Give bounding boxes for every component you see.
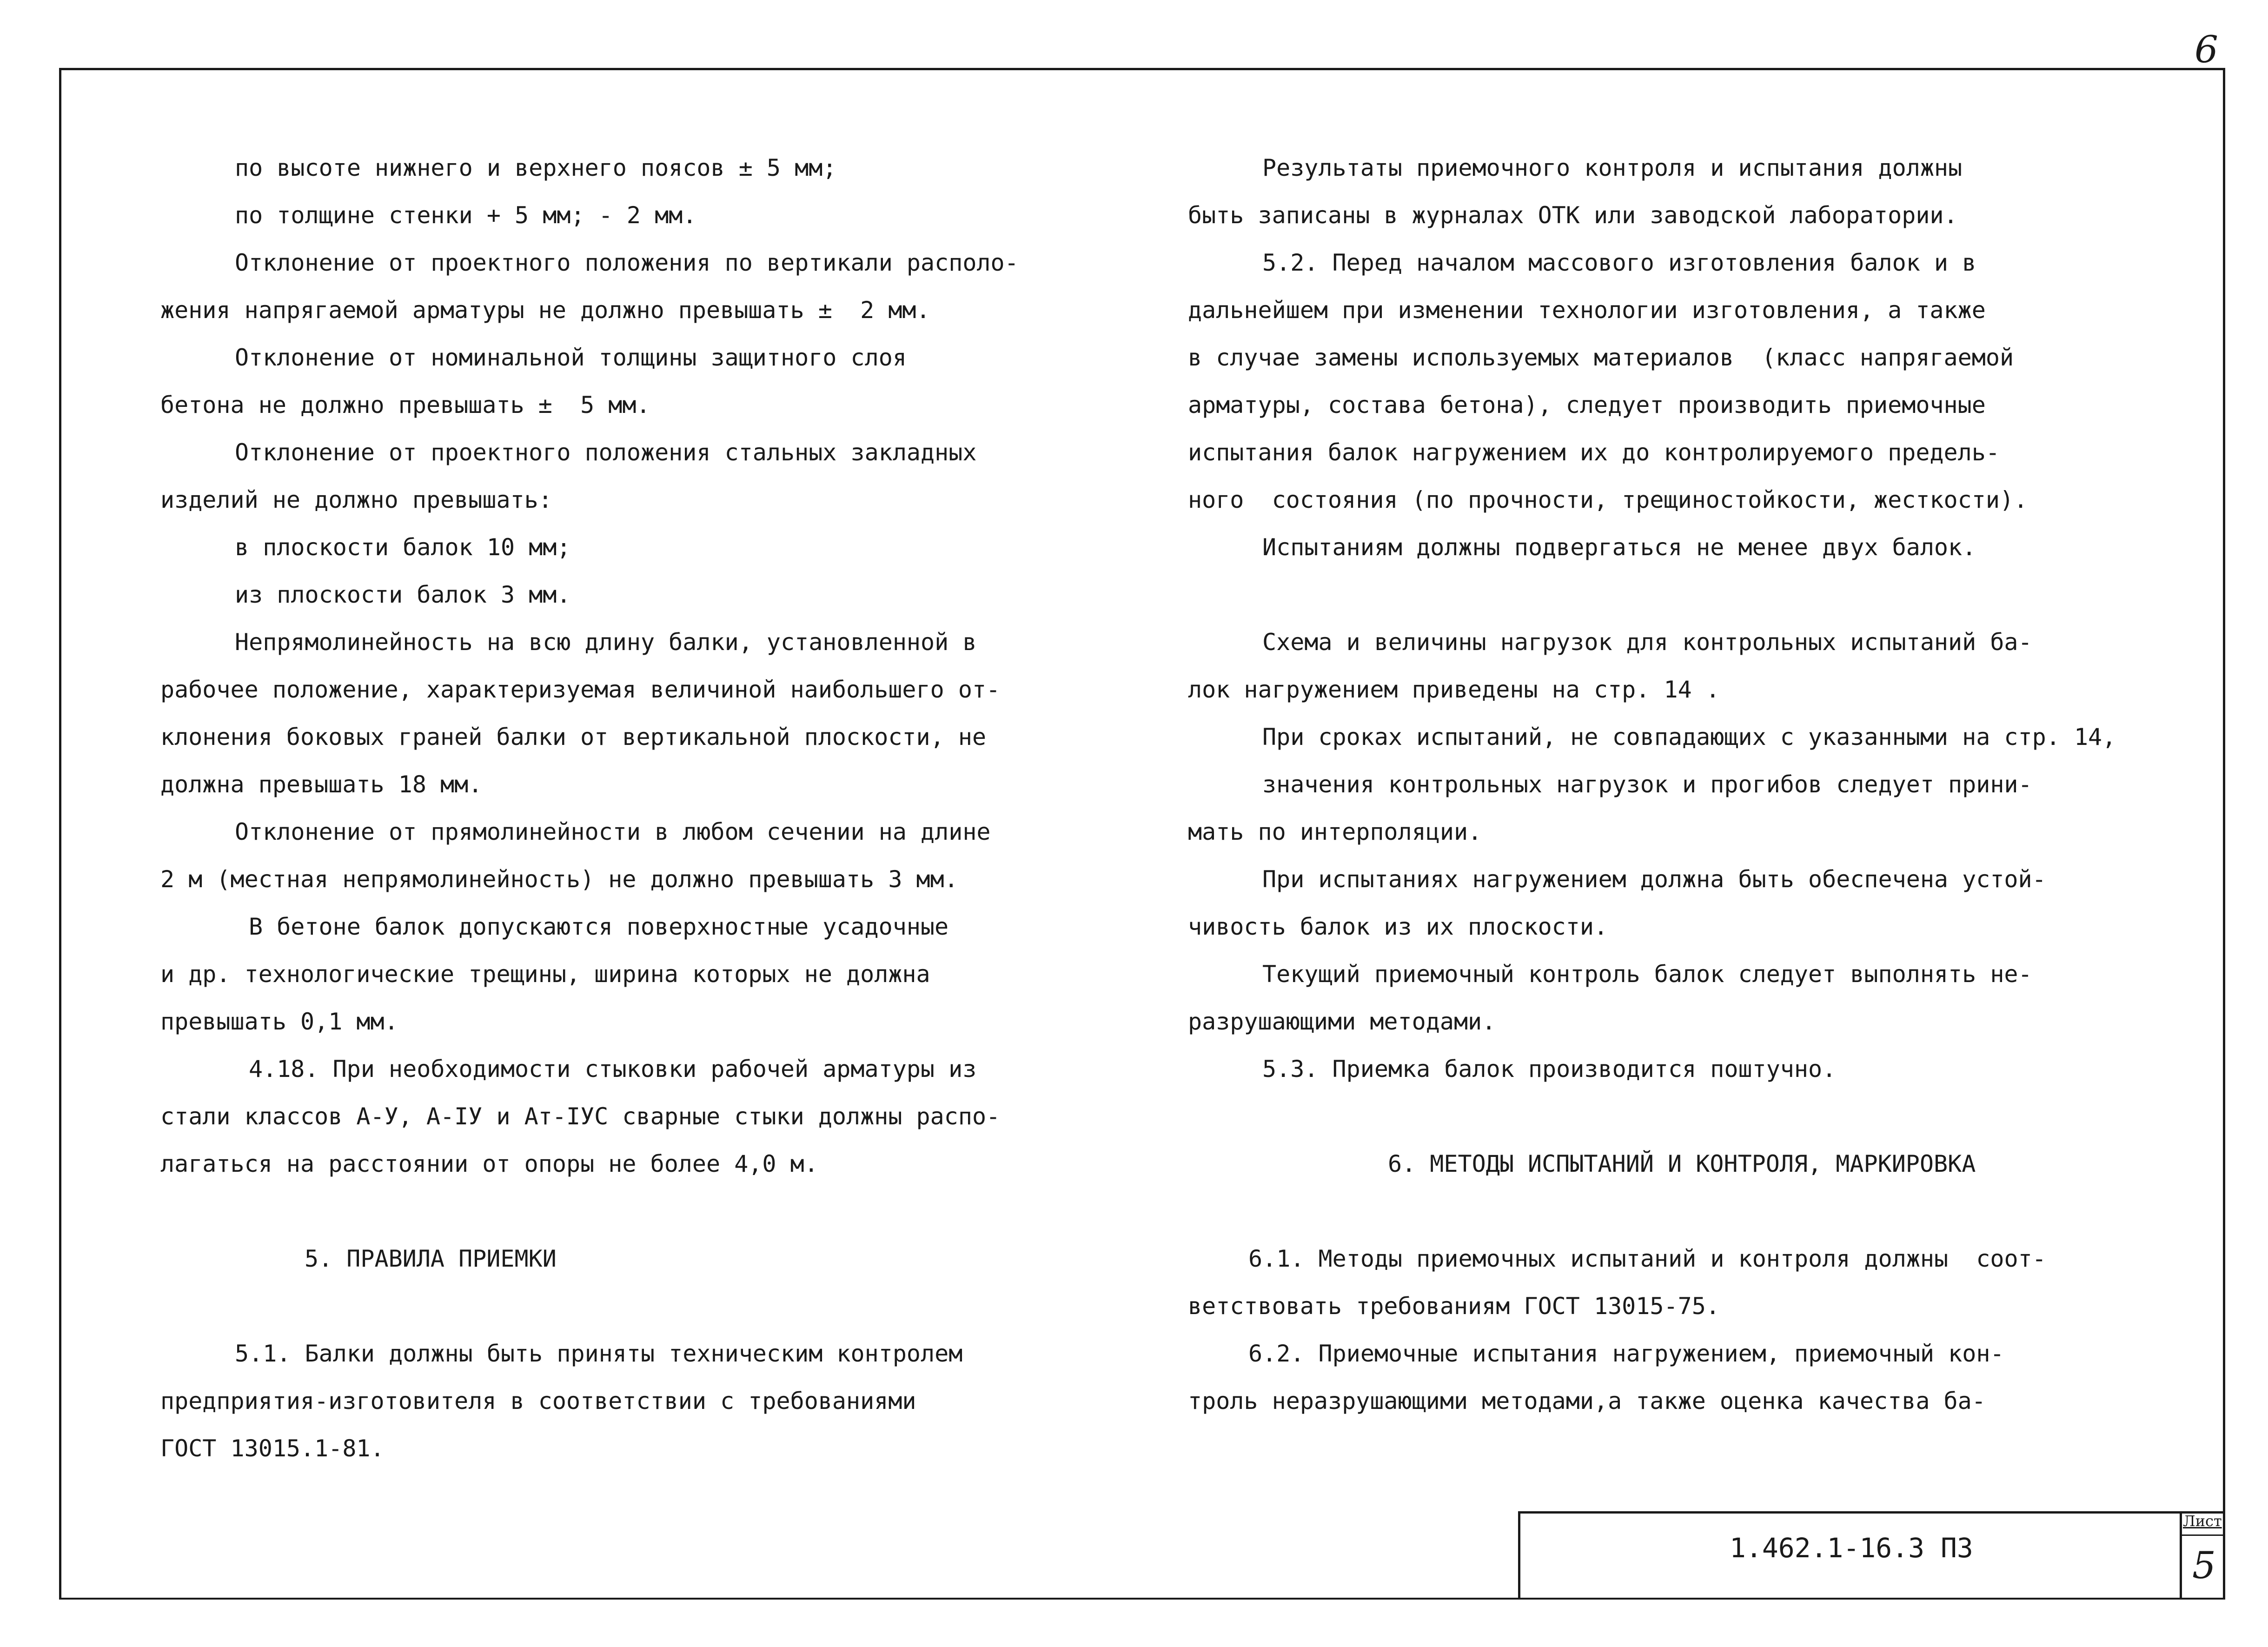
text-line: В бетоне балок допускаются поверхностные усадочные bbox=[249, 913, 949, 940]
text-line: бетона не должно превышать ± 5 мм. bbox=[160, 392, 650, 418]
text-line: Отклонение от прямолинейности в любом сечении на длине bbox=[235, 818, 991, 845]
text-line: лок нагружением приведены на стр. 14 . bbox=[1188, 676, 1720, 703]
corner-page-number: 6 bbox=[2195, 28, 2218, 71]
text-line: троль неразрушающими методами,а также оценка качества ба- bbox=[1188, 1388, 1986, 1415]
text-line: 5.1. Балки должны быть приняты техническим контролем bbox=[235, 1340, 963, 1367]
right-text-column bbox=[1188, 144, 2116, 1425]
text-line bbox=[1188, 571, 2116, 618]
text-line: предприятия-изготовителя в соответствии с требованиями bbox=[160, 1388, 916, 1415]
text-line: Отклонение от номинальной толщины защитного слоя bbox=[235, 344, 907, 371]
text-line: 6.2. Приемочные испытания нагружением, приемочный кон- bbox=[1248, 1340, 2004, 1367]
left-text-column bbox=[160, 144, 1019, 1472]
text-line: разрушающими методами. bbox=[1188, 1008, 1496, 1035]
document-code: 1.462.1-16.3 ПЗ bbox=[1730, 1532, 1973, 1564]
text-line: Текущий приемочный контроль балок следует выполнять не- bbox=[1262, 961, 2032, 988]
text-line: стали классов А-У, А-IУ и Ат-IУС сварные стыки должны распо- bbox=[160, 1103, 1001, 1130]
text-line: Испытаниям должны подвергаться не менее двух балок. bbox=[1262, 534, 1976, 561]
text-line: по высоте нижнего и верхнего поясов ± 5 мм; bbox=[235, 154, 837, 181]
text-line: Схема и величины нагрузок для контрольных испытаний ба- bbox=[1262, 629, 2032, 656]
text-line: превышать 0,1 мм. bbox=[160, 1008, 398, 1035]
text-line: чивость балок из их плоскости. bbox=[1188, 913, 1608, 940]
text-line: в плоскости балок 10 мм; bbox=[235, 534, 571, 561]
text-line: ГОСТ 13015.1-81. bbox=[160, 1435, 385, 1462]
text-line: 5.2. Перед началом массового изготовления балок и в bbox=[1262, 249, 1976, 276]
text-line: 5.3. Приемка балок производится поштучно. bbox=[1262, 1056, 1837, 1083]
text-line: При испытаниях нагружением должна быть обеспечена устой- bbox=[1262, 866, 2046, 893]
text-line: испытания балок нагружением их до контролируемого предель- bbox=[1188, 439, 2000, 466]
text-line bbox=[1188, 1188, 2116, 1235]
text-line: и др. технологические трещины, ширина которых не должна bbox=[160, 961, 930, 988]
text-line: ветствовать требованиям ГОСТ 13015-75. bbox=[1188, 1293, 1720, 1320]
sheet-label: Лист bbox=[2183, 1512, 2222, 1530]
text-line: по толщине стенки + 5 мм; - 2 мм. bbox=[235, 202, 697, 229]
text-line: быть записаны в журналах ОТК или заводской лаборатории. bbox=[1188, 202, 1958, 229]
text-line: жения напрягаемой арматуры не должно превышать ± 2 мм. bbox=[160, 297, 930, 324]
text-line: мать по интерполяции. bbox=[1188, 818, 1482, 845]
text-line: Отклонение от проектного положения стальных закладных bbox=[235, 439, 977, 466]
sheet-divider bbox=[2180, 1534, 2225, 1536]
text-line: дальнейшем при изменении технологии изготовления, а также bbox=[1188, 297, 1986, 324]
text-line: лагаться на расстоянии от опоры не более 4,0 м. bbox=[160, 1150, 818, 1177]
text-line: значения контрольных нагрузок и прогибов следует прини- bbox=[1262, 771, 2032, 798]
text-line bbox=[160, 1282, 1019, 1330]
text-line: Непрямолинейность на всю длину балки, установленной в bbox=[235, 629, 977, 656]
text-line: ного состояния (по прочности, трещиностойкости, жесткости). bbox=[1188, 486, 2028, 513]
text-line: 4.18. При необходимости стыковки рабочей арматуры из bbox=[249, 1056, 977, 1083]
text-line: клонения боковых граней балки от вертикальной плоскости, не bbox=[160, 724, 987, 750]
text-line: Отклонение от проектного положения по вертикали располо- bbox=[235, 249, 1019, 276]
text-line: рабочее положение, характеризуемая величиной наибольшего от- bbox=[160, 676, 1001, 703]
text-line: 2 м (местная непрямолинейность) не должно превышать 3 мм. bbox=[160, 866, 958, 893]
text-line: При сроках испытаний, не совпадающих с указанными на стр. 14, bbox=[1262, 724, 2116, 750]
text-line bbox=[160, 1188, 1019, 1235]
text-line: Результаты приемочного контроля и испытания должны bbox=[1262, 154, 1963, 181]
text-line: изделий не должно превышать: bbox=[160, 486, 552, 513]
text-line: арматуры, состава бетона), следует производить приемочные bbox=[1188, 392, 1986, 418]
sheet-number: 5 bbox=[2192, 1544, 2216, 1587]
text-line: должна превышать 18 мм. bbox=[160, 771, 483, 798]
text-line: из плоскости балок 3 мм. bbox=[235, 581, 571, 608]
text-line: 6. МЕТОДЫ ИСПЫТАНИЙ И КОНТРОЛЯ, МАРКИРОВКА bbox=[1388, 1150, 1976, 1177]
text-line: 5. ПРАВИЛА ПРИЕМКИ bbox=[305, 1245, 557, 1272]
text-line bbox=[1188, 1093, 2116, 1140]
text-line: в случае замены используемых материалов (класс напрягаемой bbox=[1188, 344, 2014, 371]
text-line: 6.1. Методы приемочных испытаний и контроля должны соот- bbox=[1248, 1245, 2046, 1272]
